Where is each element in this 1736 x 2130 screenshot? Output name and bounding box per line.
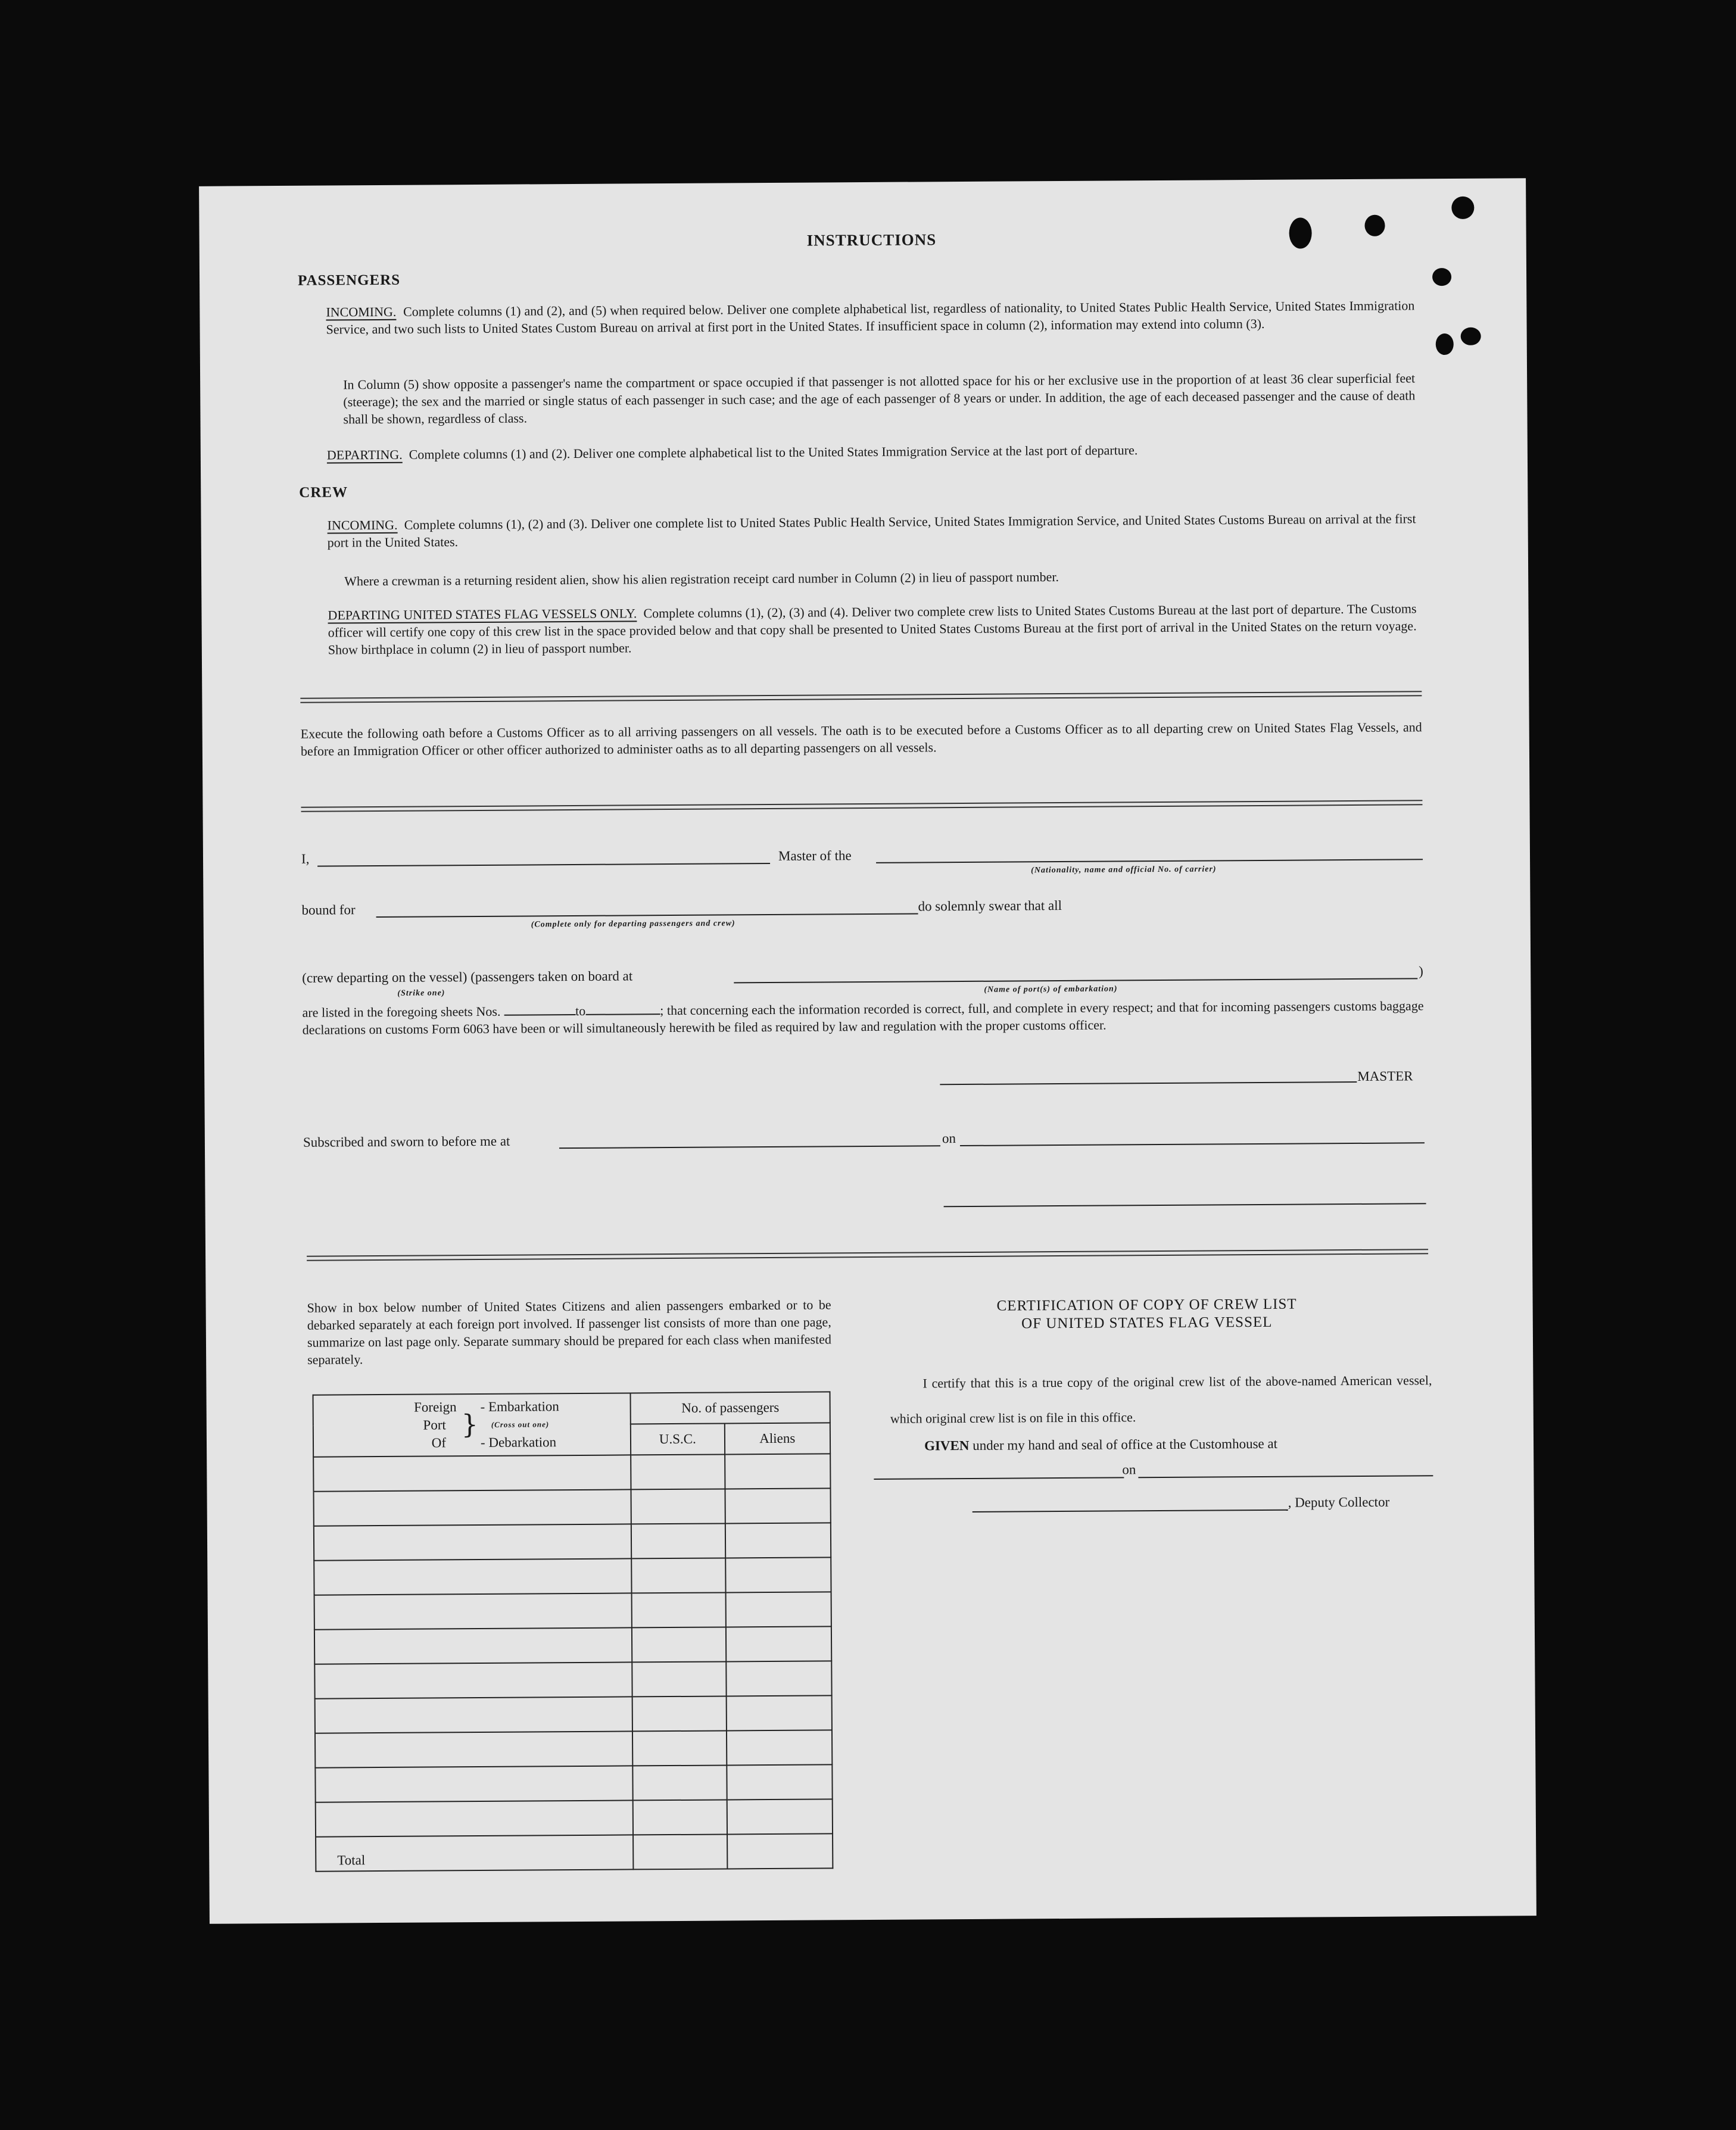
cert-on-label: on bbox=[1122, 1462, 1136, 1477]
crew-departing-label: DEPARTING UNITED STATES FLAG VESSELS ONLY. bbox=[328, 606, 637, 623]
summary-instructions: Show in box below number of United States Citizens and alien passengers embarked or to be debarked separately at each foreign port involved. If passenger list consists of more than one page, summarize on last page only. Separate summary should be prepared for each class when manifested separately. bbox=[307, 1297, 832, 1367]
usc-cell[interactable] bbox=[633, 1765, 727, 1800]
listed-label: are listed in the foregoing sheets Nos. bbox=[302, 1003, 501, 1020]
certification-title-line2: OF UNITED STATES FLAG VESSEL bbox=[1021, 1314, 1273, 1332]
summary-row bbox=[315, 1730, 832, 1767]
close-paren: ) bbox=[1419, 963, 1423, 979]
summary-row bbox=[316, 1799, 833, 1836]
crew-incoming-text: Complete columns (1), (2) and (3). Deliver one complete list to United States Public Health Service, United States Immigration Service, and United States Customs Bureau on arrival at the first port in the United States. bbox=[327, 511, 1416, 550]
usc-cell[interactable] bbox=[631, 1454, 725, 1489]
usc-cell[interactable] bbox=[631, 1523, 725, 1558]
crew-incoming bbox=[328, 510, 1416, 551]
usc-cell[interactable] bbox=[631, 1558, 725, 1593]
sworn-date-field[interactable] bbox=[960, 1142, 1425, 1146]
officer-signature-field[interactable] bbox=[944, 1203, 1426, 1207]
bound-for-label: bound for bbox=[301, 902, 356, 918]
punch-hole bbox=[1364, 215, 1385, 236]
i-label: I, bbox=[301, 851, 310, 866]
nationality-caption: (Nationality, name and official No. of carrier) bbox=[1031, 865, 1217, 875]
deputy-collector-signature-field[interactable] bbox=[973, 1510, 1288, 1512]
summary-row bbox=[314, 1488, 831, 1526]
crew-departing bbox=[328, 600, 1416, 658]
master-of-label: Master of the bbox=[778, 848, 852, 863]
to-label: to bbox=[575, 1003, 586, 1018]
master-name-field[interactable] bbox=[317, 863, 770, 867]
swear-label: do solemnly swear that all bbox=[918, 898, 1062, 914]
passenger-summary-table bbox=[313, 1391, 834, 1872]
sheet-to-field[interactable] bbox=[585, 1003, 660, 1015]
master-label: MASTER bbox=[1357, 1068, 1413, 1084]
summary-row bbox=[314, 1626, 831, 1664]
crew-resident-note: Where a crewman is a returning resident alien, show his alien registration receipt card number in Column (2) in lieu of passport number. bbox=[344, 569, 1059, 589]
port-cell[interactable] bbox=[315, 1696, 633, 1733]
strike-one-caption: (Strike one) bbox=[397, 988, 445, 998]
embarkation-label: - Embarkation bbox=[480, 1399, 559, 1414]
port-cell[interactable] bbox=[314, 1524, 632, 1560]
summary-row bbox=[313, 1454, 830, 1491]
passengers-column5: In Column (5) show opposite a passenger's name the compartment or space occupied if that passenger is not allotted space for his or her exclusive use in the proportion of at least 36 clear superficial feet (steerage); the sex and the married or single status of each passenger in such case; and the age of each passenger of 8 years or under. In addition, the age of each deceased passenger and the cause of death shall be shown, regardless of class. bbox=[343, 370, 1416, 427]
usc-cell[interactable] bbox=[633, 1800, 727, 1835]
usc-cell[interactable] bbox=[631, 1489, 725, 1524]
passengers-incoming-text: Complete columns (1) and (2), and (5) when required below. Deliver one complete alphabetical list, regardless of nationality, to United States Public Health Service, United States Immigration Service, and two such lists to United States Custom Bureau on arrival at first port in the United States. If insufficient space in column (2), information may extend into column (3). bbox=[326, 298, 1415, 337]
usc-cell[interactable] bbox=[632, 1696, 727, 1731]
punch-hole bbox=[1436, 333, 1454, 355]
sworn-place-field[interactable] bbox=[559, 1145, 940, 1149]
port-cell[interactable] bbox=[313, 1455, 631, 1491]
section-divider bbox=[307, 1249, 1428, 1261]
summary-row bbox=[315, 1764, 832, 1802]
punch-hole bbox=[1451, 197, 1474, 219]
aliens-cell[interactable] bbox=[727, 1730, 833, 1765]
aliens-cell[interactable] bbox=[727, 1799, 833, 1834]
port-cell[interactable] bbox=[314, 1489, 632, 1526]
aliens-cell[interactable] bbox=[725, 1523, 831, 1558]
summary-row bbox=[314, 1557, 831, 1595]
crew-heading: CREW bbox=[299, 484, 348, 501]
subscribed-label: Subscribed and sworn to before me at bbox=[303, 1133, 510, 1150]
usc-cell[interactable] bbox=[632, 1730, 727, 1766]
aliens-cell[interactable] bbox=[725, 1488, 831, 1523]
sheet-from-field[interactable] bbox=[504, 1003, 575, 1016]
embarkation-port-field[interactable] bbox=[734, 978, 1417, 983]
section-divider bbox=[301, 800, 1422, 812]
aliens-cell[interactable] bbox=[725, 1592, 831, 1627]
port-cell[interactable] bbox=[316, 1800, 634, 1836]
aliens-cell[interactable] bbox=[725, 1454, 831, 1489]
on-label: on bbox=[942, 1131, 956, 1146]
listed-text: ; that concerning each the information recorded is correct, full, and complete in every respect; and that for incoming passengers customs baggage declarations on customs Form 6063 have been or will simultaneously herewith be filed as required by law and regulation with the proper customs officer. bbox=[302, 998, 1424, 1037]
passengers-incoming-label: INCOMING. bbox=[326, 304, 397, 320]
port-cell[interactable] bbox=[315, 1766, 633, 1802]
summary-header-row bbox=[313, 1392, 830, 1426]
of-label: Of bbox=[431, 1435, 447, 1451]
passengers-incoming bbox=[326, 297, 1414, 338]
usc-header: U.S.C. bbox=[631, 1423, 725, 1455]
debarkation-label: - Debarkation bbox=[480, 1434, 557, 1450]
instructions-title: INSTRUCTIONS bbox=[806, 230, 937, 250]
given-bold: GIVEN bbox=[924, 1437, 970, 1454]
port-cell[interactable] bbox=[315, 1731, 633, 1767]
summary-row bbox=[314, 1523, 831, 1560]
aliens-cell[interactable] bbox=[725, 1557, 831, 1592]
punch-hole bbox=[1432, 268, 1451, 286]
passengers-departing bbox=[327, 439, 1416, 463]
certification-date-field[interactable] bbox=[1138, 1475, 1433, 1478]
certify-text: I certify that this is a true copy of the original crew list of the above-named American vessel, which original crew list is on file in this office. bbox=[890, 1373, 1432, 1426]
usc-cell[interactable] bbox=[632, 1592, 726, 1627]
usc-cell[interactable] bbox=[632, 1661, 726, 1696]
master-signature-field[interactable] bbox=[940, 1081, 1357, 1085]
foreign-port-header bbox=[313, 1393, 631, 1457]
passengers-heading: PASSENGERS bbox=[297, 272, 401, 289]
brace-icon: } bbox=[461, 1409, 478, 1440]
no-of-passengers-header: No. of passengers bbox=[631, 1392, 830, 1424]
cross-out-caption: (Cross out one) bbox=[491, 1420, 550, 1429]
port-cell[interactable] bbox=[314, 1558, 632, 1595]
port-cell[interactable] bbox=[314, 1627, 632, 1664]
punch-hole bbox=[1461, 328, 1481, 345]
crew-incoming-label: INCOMING. bbox=[327, 517, 398, 533]
passengers-departing-text: Complete columns (1) and (2). Deliver one complete alphabetical list to the United States Immigration Service at the last port of departure. bbox=[409, 442, 1138, 462]
punch-hole bbox=[1289, 217, 1311, 248]
certification-title bbox=[897, 1295, 1397, 1334]
given-line bbox=[924, 1436, 1277, 1454]
port-cell[interactable] bbox=[314, 1593, 632, 1629]
aliens-cell[interactable] bbox=[727, 1764, 833, 1800]
deputy-collector-label: , Deputy Collector bbox=[1288, 1494, 1390, 1510]
summary-total-row bbox=[316, 1833, 833, 1871]
oath-intro: Execute the following oath before a Customs Officer as to all arriving passengers on all vessels. The oath is to be executed before a Customs Officer as to all departing crew on United States Flag Vessels, and before an Immigration Officer or other officer authorized to administer oaths as to all departing passengers on all vessels. bbox=[300, 719, 1422, 759]
aliens-cell[interactable] bbox=[726, 1661, 832, 1696]
carrier-field[interactable] bbox=[876, 859, 1423, 863]
summary-row bbox=[314, 1592, 831, 1629]
aliens-cell[interactable] bbox=[725, 1626, 831, 1661]
usc-cell[interactable] bbox=[632, 1627, 726, 1662]
total-usc-cell[interactable] bbox=[633, 1834, 727, 1869]
foreign-label: Foreign bbox=[414, 1399, 457, 1415]
port-label: Port bbox=[423, 1417, 446, 1433]
given-text: under my hand and seal of office at the Customhouse at bbox=[973, 1436, 1278, 1453]
port-caption: (Name of port(s) of embarkation) bbox=[984, 984, 1118, 994]
crew-departing-text: Complete columns (1), (2), (3) and (4). Deliver two complete crew lists to United States Customs Bureau at the last port of departure. The Customs officer will certify one copy of this crew list in the space provided below and that copy shall be presented to United States Customs Bureau at the first port of arrival in the United States on the return voyage. Show birthplace in column (2) in lieu of passport number. bbox=[328, 601, 1417, 657]
complete-only-caption: (Complete only for departing passengers and crew) bbox=[531, 919, 735, 930]
crew-departing-label: (crew departing on the vessel) (passengers taken on board at bbox=[302, 968, 633, 986]
section-divider bbox=[300, 691, 1422, 703]
summary-row bbox=[315, 1695, 832, 1733]
summary-row bbox=[314, 1661, 831, 1698]
customhouse-field[interactable] bbox=[874, 1477, 1124, 1480]
passengers-departing-label: DEPARTING. bbox=[326, 447, 403, 463]
form-page bbox=[199, 178, 1536, 1924]
aliens-header: Aliens bbox=[724, 1423, 830, 1454]
bound-for-field[interactable] bbox=[376, 913, 918, 918]
certification-title-line1: CERTIFICATION OF COPY OF CREW LIST bbox=[996, 1296, 1297, 1314]
total-label: Total bbox=[316, 1835, 634, 1871]
aliens-cell[interactable] bbox=[726, 1695, 832, 1730]
total-aliens-cell[interactable] bbox=[727, 1833, 833, 1869]
oath-body bbox=[302, 997, 1423, 1039]
port-cell[interactable] bbox=[314, 1662, 632, 1698]
